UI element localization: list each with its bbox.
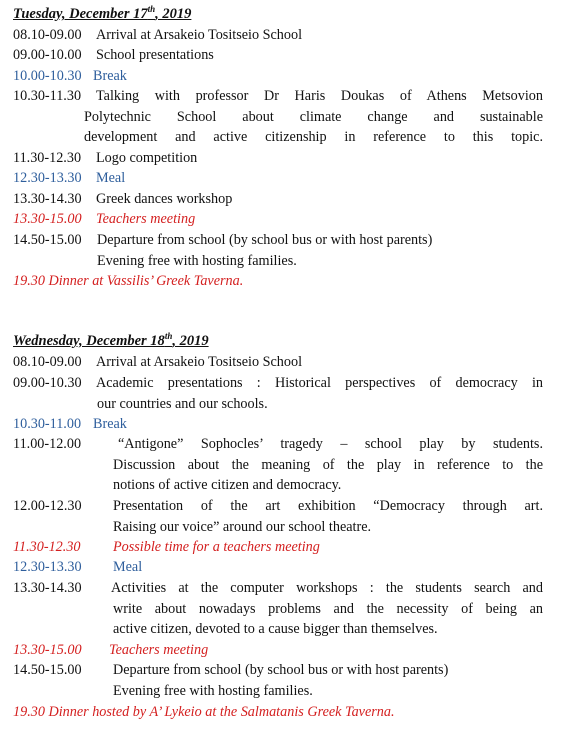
schedule-item — [13, 86, 543, 148]
schedule-item-meal — [13, 557, 543, 578]
activity-line: active citizen, devoted to a cause bigger than themselves. — [113, 621, 438, 637]
activity-line: “Antigone” Sophocles’ tragedy – school play by students. — [118, 436, 543, 452]
activity: Arrival at Arsakeio Tositseio School — [96, 27, 303, 43]
time-slot: 11.00-12.00 — [13, 436, 82, 452]
time-slot: 08.10-09.00 — [13, 354, 82, 370]
day1-heading-sup: th — [147, 4, 156, 14]
time-slot: 08.10-09.00 — [13, 27, 82, 43]
time-slot: 14.50-15.00 — [13, 662, 82, 678]
schedule-item — [13, 373, 543, 414]
schedule-item — [13, 496, 543, 537]
schedule-item — [13, 25, 543, 46]
dinner-note: 19.30 Dinner hosted by A’ Lykeio at the Salmatanis Greek Taverna. — [13, 704, 395, 720]
activity: Teachers meeting — [109, 642, 209, 658]
time-slot: 13.30-15.00 — [13, 642, 82, 658]
day1-heading-text: Tuesday, December 17 — [13, 5, 148, 22]
time-slot: 13.30-14.30 — [13, 580, 82, 596]
schedule-item-break — [13, 66, 543, 87]
activity: Possible time for a teachers meeting — [113, 539, 320, 555]
activity-line: Activities at the computer workshops : the students search and — [111, 580, 543, 596]
activity-line: notions of active citizen and democracy. — [113, 477, 342, 493]
activity-line: Talking with professor Dr Haris Doukas of Athens Metsovion — [96, 88, 543, 104]
activity: Break — [93, 416, 127, 432]
day2-heading-year: , 2019 — [172, 332, 209, 349]
activity-line: our countries and our schools. — [97, 395, 268, 412]
schedule-item — [13, 45, 543, 66]
day1-heading — [13, 4, 191, 23]
activity-line: development and active citizenship in reference to this topic. — [84, 129, 543, 145]
time-slot: 13.30-15.00 — [13, 211, 82, 227]
dinner-note: 19.30 Dinner at Vassilis’ Greek Taverna. — [13, 273, 244, 289]
time-slot: 12.30-13.30 — [13, 559, 82, 575]
schedule-item-meeting — [13, 640, 543, 661]
schedule-item — [13, 578, 543, 640]
schedule-item — [13, 434, 543, 496]
time-slot: 14.50-15.00 — [13, 232, 82, 248]
time-slot: 10.30-11.30 — [13, 88, 82, 104]
time-slot: 10.30-11.00 — [13, 416, 82, 432]
day2-heading-sup: th — [164, 331, 173, 341]
schedule-item-meeting — [13, 209, 543, 230]
schedule-item — [13, 230, 543, 271]
activity: Logo competition — [96, 150, 198, 166]
activity: Arrival at Arsakeio Tositseio School — [96, 354, 303, 370]
time-slot: 11.30-12.30 — [13, 150, 82, 166]
activity: Meal — [96, 170, 126, 186]
schedule-item-meeting — [13, 537, 543, 558]
time-slot: 12.30-13.30 — [13, 170, 82, 186]
activity-line: Raising our voice” around our school theatre. — [113, 518, 372, 535]
activity: Break — [93, 68, 127, 84]
day2-heading-text: Wednesday, December 18 — [13, 332, 165, 349]
time-slot: 09.00-10.30 — [13, 375, 82, 391]
activity-line: Presentation of the art exhibition “Democracy through art. — [113, 498, 543, 514]
time-slot: 11.30-12.30 — [13, 539, 81, 555]
day2-heading — [13, 331, 209, 350]
time-slot: 10.00-10.30 — [13, 68, 82, 84]
activity-line: write about nowadays problems and the necessity of being an — [113, 600, 543, 617]
activity-line: Academic presentations : Historical perspectives of democracy in — [96, 375, 543, 391]
activity: Meal — [113, 559, 143, 575]
day1-heading-year: , 2019 — [155, 5, 192, 22]
activity-line: Evening free with hosting families. — [113, 682, 313, 699]
activity-line: Evening free with hosting families. — [97, 252, 297, 269]
schedule-item — [13, 148, 543, 169]
activity-line: Discussion about the meaning of the play in reference to the — [113, 456, 543, 473]
activity: Greek dances workshop — [96, 191, 233, 207]
time-slot: 09.00-10.00 — [13, 47, 82, 63]
schedule-item — [13, 352, 543, 373]
activity-line: Departure from school (by school bus or with host parents) — [113, 662, 449, 678]
schedule-item-break — [13, 414, 543, 435]
time-slot: 12.00-12.30 — [13, 498, 82, 514]
schedule-item — [13, 660, 543, 701]
activity-line: Polytechnic School about climate change and sustainable — [84, 108, 543, 125]
activity: School presentations — [96, 47, 214, 63]
activity-line: Departure from school (by school bus or with host parents) — [97, 232, 433, 248]
schedule-item — [13, 189, 543, 210]
schedule-item-meal — [13, 168, 543, 189]
time-slot: 13.30-14.30 — [13, 191, 82, 207]
activity: Teachers meeting — [96, 211, 196, 227]
